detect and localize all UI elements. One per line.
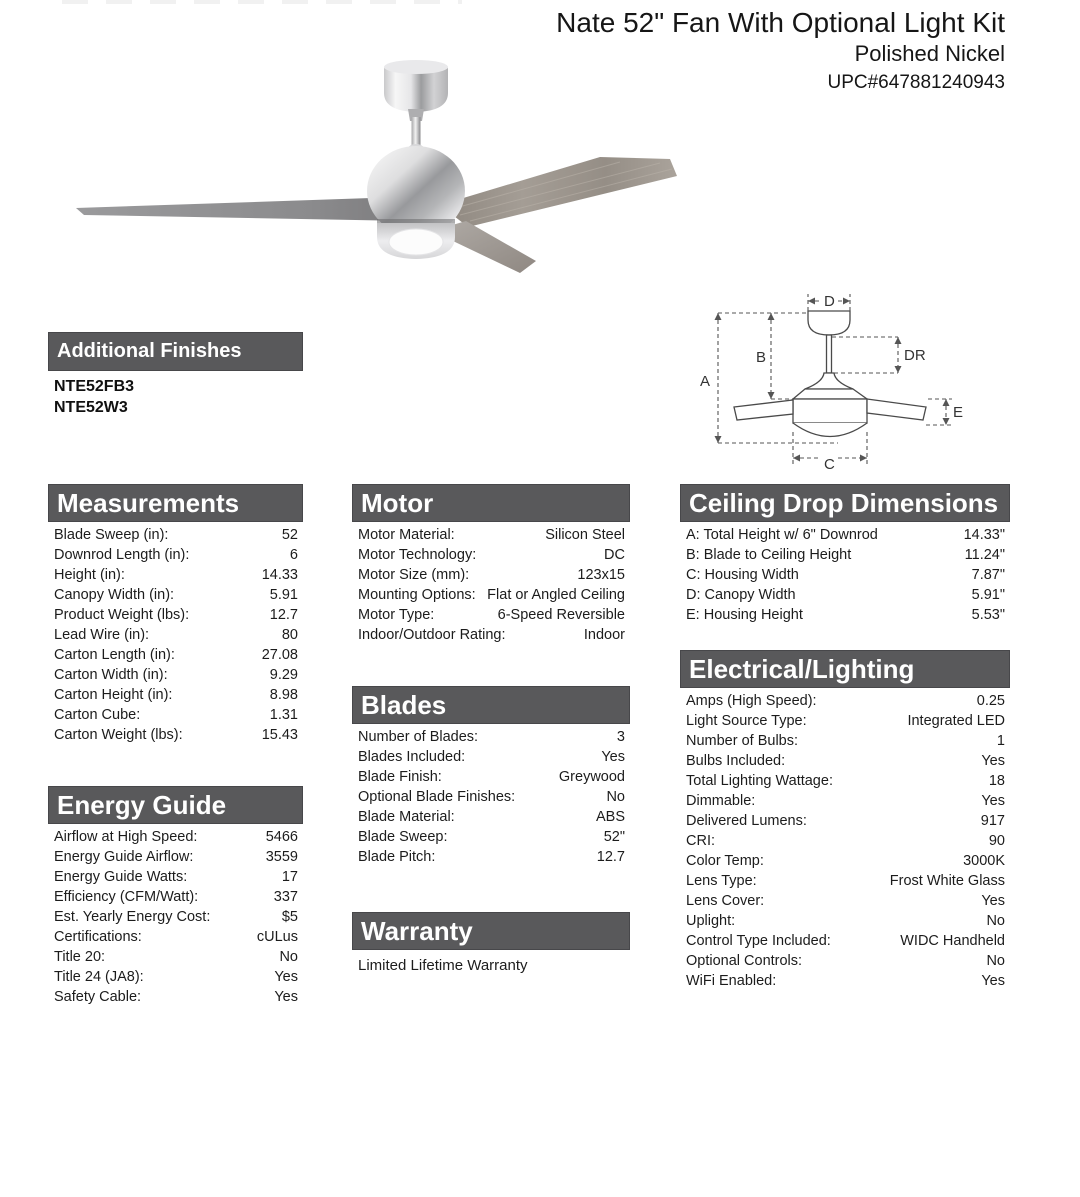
spec-value: 917 xyxy=(980,813,1005,829)
spec-label: Safety Cable: xyxy=(54,989,142,1005)
spec-row xyxy=(352,807,630,827)
spec-row xyxy=(48,605,303,625)
spec-value: Yes xyxy=(274,969,298,985)
spec-label: Carton Length (in): xyxy=(54,647,175,663)
spec-row xyxy=(680,545,1010,565)
spec-label: Est. Yearly Energy Cost: xyxy=(54,909,211,925)
spec-value: 14.33 xyxy=(261,567,298,583)
spec-row xyxy=(680,951,1010,971)
spec-value: 0.25 xyxy=(976,693,1005,709)
spec-label: Optional Controls: xyxy=(686,953,803,969)
spec-value: ABS xyxy=(595,809,625,825)
section-header: Motor xyxy=(352,484,630,522)
product-upc: UPC#647881240943 xyxy=(827,72,1005,93)
diagram-dome xyxy=(793,423,867,437)
section-electrical-lighting xyxy=(680,650,1010,991)
spec-label: Color Temp: xyxy=(686,853,764,869)
spec-value: 11.24" xyxy=(964,547,1005,563)
spec-label: A: Total Height w/ 6" Downrod xyxy=(686,527,878,543)
spec-value: 337 xyxy=(273,889,298,905)
spec-label: CRI: xyxy=(686,833,715,849)
spec-label: Light Source Type: xyxy=(686,713,807,729)
spec-value: 8.98 xyxy=(269,687,298,703)
spec-value: Yes xyxy=(981,753,1005,769)
spec-value: 3000K xyxy=(963,853,1005,869)
spec-row xyxy=(352,747,630,767)
spec-label: Efficiency (CFM/Watt): xyxy=(54,889,199,905)
spec-value: 17 xyxy=(281,869,298,885)
spec-label: Total Lighting Wattage: xyxy=(686,773,833,789)
spec-label: Airflow at High Speed: xyxy=(54,829,198,845)
spec-value: 12.7 xyxy=(596,849,625,865)
spec-value: Indoor xyxy=(583,627,625,643)
spec-label: Carton Cube: xyxy=(54,707,141,723)
spec-label: Indoor/Outdoor Rating: xyxy=(358,627,506,643)
spec-label: Blade Finish: xyxy=(358,769,442,785)
spec-label: Number of Bulbs: xyxy=(686,733,799,749)
fan-product-image xyxy=(60,45,690,305)
spec-value: Flat or Angled Ceiling xyxy=(487,587,625,603)
spec-value: 5.91" xyxy=(971,587,1005,603)
diagram-shoulder xyxy=(793,389,867,399)
section-header: Ceiling Drop Dimensions xyxy=(680,484,1010,522)
spec-value: Yes xyxy=(981,893,1005,909)
spec-label: D: Canopy Width xyxy=(686,587,796,603)
spec-label: Certifications: xyxy=(54,929,142,945)
section-ceiling-drop-dimensions xyxy=(680,484,1010,625)
spec-label: Control Type Included: xyxy=(686,933,831,949)
section-header: Electrical/Lighting xyxy=(680,650,1010,688)
spec-value: Yes xyxy=(274,989,298,1005)
spec-label: Motor Material: xyxy=(358,527,455,543)
section-energy-guide xyxy=(48,786,303,1007)
spec-label: Blade Pitch: xyxy=(358,849,436,865)
spec-label: Lens Type: xyxy=(686,873,757,889)
spec-row xyxy=(352,767,630,787)
spec-value: No xyxy=(986,953,1005,969)
spec-label: Number of Blades: xyxy=(358,729,479,745)
spec-value: 12.7 xyxy=(269,607,298,623)
spec-label: E: Housing Height xyxy=(686,607,803,623)
spec-row xyxy=(48,967,303,987)
section-header: Warranty xyxy=(352,912,630,950)
spec-label: Uplight: xyxy=(686,913,736,929)
spec-row xyxy=(48,847,303,867)
diagram-downrod xyxy=(827,335,832,373)
spec-label: Dimmable: xyxy=(686,793,756,809)
warranty-text: Limited Lifetime Warranty xyxy=(358,957,528,974)
spec-label: Lead Wire (in): xyxy=(54,627,150,643)
spec-label: Blades Included: xyxy=(358,749,466,765)
spec-value: Integrated LED xyxy=(907,713,1005,729)
spec-value: 14.33" xyxy=(963,527,1005,543)
spec-value: 5466 xyxy=(265,829,298,845)
dim-label-b: B xyxy=(756,349,767,366)
spec-value: $5 xyxy=(281,909,298,925)
spec-row xyxy=(680,791,1010,811)
spec-row xyxy=(680,731,1010,751)
spec-label: Canopy Width (in): xyxy=(54,587,175,603)
spec-row xyxy=(48,705,303,725)
spec-row xyxy=(680,711,1010,731)
spec-row xyxy=(48,585,303,605)
spec-row xyxy=(352,625,630,645)
spec-row xyxy=(48,987,303,1007)
spec-row xyxy=(680,891,1010,911)
spec-label: Carton Width (in): xyxy=(54,667,168,683)
spec-row xyxy=(680,871,1010,891)
spec-row xyxy=(48,565,303,585)
spec-row xyxy=(680,605,1010,625)
spec-value: Yes xyxy=(981,973,1005,989)
spec-label: Delivered Lumens: xyxy=(686,813,807,829)
spec-row xyxy=(680,565,1010,585)
spec-row xyxy=(680,525,1010,545)
spec-row xyxy=(48,645,303,665)
spec-label: Energy Guide Airflow: xyxy=(54,849,194,865)
spec-value: 123x15 xyxy=(577,567,625,583)
spec-value: 80 xyxy=(281,627,298,643)
spec-label: Title 24 (JA8): xyxy=(54,969,144,985)
diagram-canopy xyxy=(808,311,850,335)
spec-label: Blade Material: xyxy=(358,809,455,825)
spec-label: WiFi Enabled: xyxy=(686,973,777,989)
section-blades xyxy=(352,686,630,867)
spec-label: Carton Weight (lbs): xyxy=(54,727,183,743)
diagram-blade-right xyxy=(867,399,926,420)
fan-blade-right xyxy=(440,157,677,227)
spec-label: Downrod Length (in): xyxy=(54,547,190,563)
diagram-bell xyxy=(805,373,853,389)
section-header: Measurements xyxy=(48,484,303,522)
diagram-housing xyxy=(793,399,867,423)
spec-row xyxy=(680,585,1010,605)
dim-label-dr: DR xyxy=(904,347,926,364)
section-measurements xyxy=(48,484,303,745)
spec-row xyxy=(48,525,303,545)
spec-value: 18 xyxy=(988,773,1005,789)
spec-row xyxy=(680,831,1010,851)
spec-value: Silicon Steel xyxy=(545,527,625,543)
spec-label: Mounting Options: xyxy=(358,587,476,603)
spec-row xyxy=(48,927,303,947)
spec-row xyxy=(680,751,1010,771)
spec-row xyxy=(352,525,630,545)
spec-value: 5.91 xyxy=(269,587,298,603)
spec-row xyxy=(48,665,303,685)
spec-label: Amps (High Speed): xyxy=(686,693,817,709)
spec-value: 6-Speed Reversible xyxy=(497,607,625,623)
spec-row xyxy=(680,851,1010,871)
spec-value: Greywood xyxy=(558,769,625,785)
spec-row xyxy=(680,931,1010,951)
spec-row xyxy=(680,911,1010,931)
spec-value: Yes xyxy=(981,793,1005,809)
finish-list xyxy=(48,376,303,418)
spec-value: 1.31 xyxy=(269,707,298,723)
spec-row xyxy=(48,827,303,847)
spec-row xyxy=(352,827,630,847)
spec-value: No xyxy=(279,949,298,965)
spec-row xyxy=(48,625,303,645)
spec-label: Energy Guide Watts: xyxy=(54,869,188,885)
spec-value: cULus xyxy=(256,929,298,945)
dim-label-c: C xyxy=(824,456,835,473)
spec-label: Blade Sweep (in): xyxy=(54,527,169,543)
spec-row xyxy=(48,887,303,907)
spec-value: 1 xyxy=(996,733,1005,749)
spec-value: No xyxy=(986,913,1005,929)
diagram-blade-left xyxy=(734,400,793,420)
spec-row xyxy=(352,585,630,605)
fan-light-lens xyxy=(377,219,455,259)
spec-label: Blade Sweep: xyxy=(358,829,448,845)
spec-label: Title 20: xyxy=(54,949,106,965)
spec-row xyxy=(352,565,630,585)
spec-label: B: Blade to Ceiling Height xyxy=(686,547,852,563)
spec-value: 52" xyxy=(603,829,625,845)
spec-label: Motor Technology: xyxy=(358,547,477,563)
spec-value: 52 xyxy=(281,527,298,543)
spec-value: 27.08 xyxy=(261,647,298,663)
spec-label: Height (in): xyxy=(54,567,125,583)
spec-value: No xyxy=(606,789,625,805)
spec-row xyxy=(48,867,303,887)
spec-row xyxy=(48,545,303,565)
spec-row xyxy=(352,605,630,625)
spec-row xyxy=(352,787,630,807)
page-title: Nate 52" Fan With Optional Light Kit xyxy=(556,7,1005,38)
section-motor xyxy=(352,484,630,645)
spec-row xyxy=(680,811,1010,831)
spec-value: 6 xyxy=(289,547,298,563)
spec-row xyxy=(352,727,630,747)
spec-value: 7.87" xyxy=(971,567,1005,583)
fan-canopy xyxy=(384,60,448,121)
spec-value: Yes xyxy=(601,749,625,765)
spec-label: Motor Type: xyxy=(358,607,435,623)
spec-row xyxy=(48,685,303,705)
spec-label: C: Housing Width xyxy=(686,567,799,583)
spec-value: 3 xyxy=(616,729,625,745)
spec-label: Bulbs Included: xyxy=(686,753,786,769)
section-additional-finishes xyxy=(48,332,303,418)
dim-label-d: D xyxy=(824,293,835,310)
spec-row xyxy=(680,971,1010,991)
spec-row xyxy=(48,725,303,745)
product-finish: Polished Nickel xyxy=(854,41,1005,66)
cropped-header-fragment xyxy=(62,0,462,4)
section-warranty xyxy=(352,912,630,976)
spec-row xyxy=(352,545,630,565)
spec-value: 3559 xyxy=(265,849,298,865)
spec-label: Product Weight (lbs): xyxy=(54,607,190,623)
spec-row xyxy=(680,691,1010,711)
finish-code: NTE52W3 xyxy=(54,399,128,416)
spec-value: 90 xyxy=(988,833,1005,849)
spec-value: 9.29 xyxy=(269,667,298,683)
spec-label: Optional Blade Finishes: xyxy=(358,789,516,805)
spec-value: DC xyxy=(604,547,625,563)
section-header: Energy Guide xyxy=(48,786,303,824)
fan-blade-left xyxy=(76,197,410,221)
dim-label-e: E xyxy=(953,404,964,421)
spec-value: 15.43 xyxy=(261,727,298,743)
spec-row xyxy=(48,947,303,967)
spec-value: Frost White Glass xyxy=(889,873,1005,889)
section-header: Blades xyxy=(352,686,630,724)
spec-row xyxy=(48,907,303,927)
dimension-diagram xyxy=(690,282,1020,477)
finish-code: NTE52FB3 xyxy=(54,378,135,395)
spec-label: Carton Height (in): xyxy=(54,687,173,703)
spec-label: Lens Cover: xyxy=(686,893,765,909)
section-header: Additional Finishes xyxy=(48,332,303,371)
spec-row xyxy=(352,847,630,867)
dim-label-a: A xyxy=(700,373,711,390)
spec-row xyxy=(680,771,1010,791)
spec-value: 5.53" xyxy=(971,607,1005,623)
spec-label: Motor Size (mm): xyxy=(358,567,470,583)
spec-value: WIDC Handheld xyxy=(900,933,1005,949)
